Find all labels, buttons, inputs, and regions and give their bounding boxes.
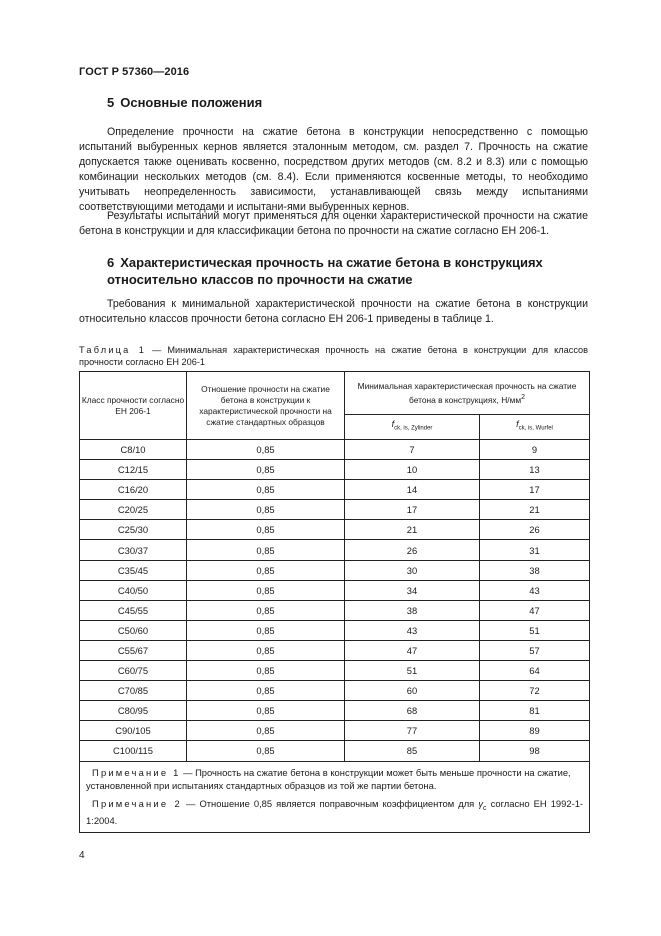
table-row — [80, 560, 590, 580]
cell-ratio: 0,85 — [187, 620, 345, 640]
table-caption-text: — Минимальная характеристическая прочность на сжатие бетона в конструкции для классов прочности согласно ЕН 206-1 — [79, 345, 589, 367]
cell-cylinder-strength: 7 — [345, 440, 480, 460]
table-row — [80, 661, 590, 681]
cell-cylinder-strength: 21 — [345, 520, 480, 540]
cell-strength-class: C30/37 — [80, 540, 187, 560]
header-ratio: Отношение прочности на сжатие бетона в конструкции к характеристической прочности на сжатие стандартных образцов — [187, 372, 345, 440]
cell-cylinder-strength: 30 — [345, 560, 480, 580]
cell-strength-class: C60/75 — [80, 661, 187, 681]
table-notes — [80, 761, 590, 833]
header-cube — [480, 415, 590, 440]
cell-strength-class: C20/25 — [80, 500, 187, 520]
cell-strength-class: C25/30 — [80, 520, 187, 540]
header-min-strength-sup: 2 — [521, 393, 525, 401]
cell-strength-class: C90/105 — [80, 721, 187, 741]
table-row — [80, 500, 590, 520]
cell-strength-class: C45/55 — [80, 600, 187, 620]
table-row — [80, 681, 590, 701]
cell-ratio: 0,85 — [187, 661, 345, 681]
cell-ratio: 0,85 — [187, 721, 345, 741]
cell-ratio: 0,85 — [187, 580, 345, 600]
note-2-label: Примечание 2 — [92, 797, 182, 809]
header-strength-class: Класс прочности согласно ЕН 206-1 — [80, 372, 187, 440]
cell-strength-class: C12/15 — [80, 460, 187, 480]
cell-ratio: 0,85 — [187, 701, 345, 721]
section-5-number: 5 — [107, 95, 115, 110]
cell-cylinder-strength: 68 — [345, 701, 480, 721]
cell-cylinder-strength: 34 — [345, 580, 480, 600]
cell-ratio: 0,85 — [187, 640, 345, 660]
cell-cube-strength: 89 — [480, 721, 590, 741]
cell-strength-class: C35/45 — [80, 560, 187, 580]
table-row — [80, 600, 590, 620]
cell-cube-strength: 17 — [480, 480, 590, 500]
cell-ratio: 0,85 — [187, 681, 345, 701]
gamma-subscript: c — [483, 804, 487, 812]
section-6-paragraph: Требования к минимальной характеристической прочности на сжатие бетона в конструкции относительно классов прочности бетона согласно ЕН 206-1 приведены в таблице 1. — [79, 298, 588, 325]
table-row — [80, 640, 590, 660]
cell-cylinder-strength: 14 — [345, 480, 480, 500]
note-2-text-after: согласно ЕН 1992-1-1:2004. — [86, 797, 584, 827]
table-row — [80, 440, 590, 460]
cell-strength-class: C55/67 — [80, 640, 187, 660]
cell-cylinder-strength: 38 — [345, 600, 480, 620]
cell-cylinder-strength: 10 — [345, 460, 480, 480]
section-6-number: 6 — [107, 255, 115, 270]
section-6-title: Характеристическая прочность на сжатие бетона в конструкциях относительно классов по прочности на сжатие — [107, 255, 543, 287]
table-row — [80, 701, 590, 721]
table-row — [80, 580, 590, 600]
header-min-strength-text: Минимальная характеристическая прочность на сжатие бетона в конструкциях, Н/мм — [357, 380, 577, 405]
cell-ratio: 0,85 — [187, 480, 345, 500]
cell-cylinder-strength: 47 — [345, 640, 480, 660]
cell-ratio: 0,85 — [187, 440, 345, 460]
cell-strength-class: C70/85 — [80, 681, 187, 701]
cell-strength-class: C100/115 — [80, 741, 187, 761]
cell-cube-strength: 47 — [480, 600, 590, 620]
cell-ratio: 0,85 — [187, 460, 345, 480]
cell-cube-strength: 38 — [480, 560, 590, 580]
cell-strength-class: C40/50 — [80, 580, 187, 600]
cell-cube-strength: 21 — [480, 500, 590, 520]
cell-cube-strength: 51 — [480, 620, 590, 640]
cell-cube-strength: 57 — [480, 640, 590, 660]
note-1-text: — Прочность на сжатие бетона в конструкции может быть меньше прочности на сжатие, установленной при испытаниях стандартных образцов из той же партии бетона. — [86, 766, 571, 791]
header-cylinder-sub: ck, is, Zylinder — [394, 425, 433, 432]
cell-cube-strength: 26 — [480, 520, 590, 540]
table-row — [80, 721, 590, 741]
note-2 — [86, 797, 583, 828]
section-5-heading — [107, 94, 262, 111]
header-cylinder — [345, 415, 480, 440]
strength-table — [79, 371, 590, 833]
section-5-title: Основные положения — [120, 95, 263, 110]
cell-ratio: 0,85 — [187, 540, 345, 560]
note-2-text-before: — Отношение 0,85 является поправочным коэффициентом для — [181, 797, 479, 809]
cell-cylinder-strength: 85 — [345, 741, 480, 761]
table-row — [80, 460, 590, 480]
cell-cylinder-strength: 51 — [345, 661, 480, 681]
cell-ratio: 0,85 — [187, 520, 345, 540]
cell-strength-class: C8/10 — [80, 440, 187, 460]
cell-cube-strength: 81 — [480, 701, 590, 721]
table-caption-label: Таблица 1 — [79, 345, 147, 355]
table-caption — [79, 344, 588, 368]
cell-strength-class: C50/60 — [80, 620, 187, 640]
cell-cylinder-strength: 43 — [345, 620, 480, 640]
gamma-symbol: γ — [478, 797, 484, 809]
cell-cube-strength: 31 — [480, 540, 590, 560]
document-code: ГОСТ Р 57360—2016 — [79, 66, 190, 78]
table-row — [80, 480, 590, 500]
header-min-strength — [345, 372, 590, 415]
section-6-heading — [107, 254, 577, 288]
note-1 — [86, 766, 583, 792]
cell-cube-strength: 13 — [480, 460, 590, 480]
cell-ratio: 0,85 — [187, 600, 345, 620]
cell-cube-strength: 98 — [480, 741, 590, 761]
note-1-label: Примечание 1 — [92, 766, 181, 778]
cell-strength-class: C16/20 — [80, 480, 187, 500]
cell-cylinder-strength: 17 — [345, 500, 480, 520]
section-5-paragraph-1: Определение прочности на сжатие бетона в конструкции непосредственно с помощью испытаний выбуренных кернов является эталонным методом, см. раздел 7. Прочность на сжатие допускается также оценивать косвенно, посредством других методов (см. 8.2 и 8.3) или с помощью комбинации нескольких методов (см. 8.4). Если применяются косвенные методы, то необходимо учитывать неопределенность зависимости, устанавливающей связь между испытаниями соответствующими методами и испытани-ями выбуренных кернов. — [79, 126, 588, 213]
cell-cylinder-strength: 60 — [345, 681, 480, 701]
cell-ratio: 0,85 — [187, 500, 345, 520]
cell-ratio: 0,85 — [187, 741, 345, 761]
page-number: 4 — [79, 850, 85, 861]
cell-strength-class: C80/95 — [80, 701, 187, 721]
cell-ratio: 0,85 — [187, 560, 345, 580]
header-cube-symbol: f — [516, 419, 519, 430]
cell-cube-strength: 72 — [480, 681, 590, 701]
cell-cylinder-strength: 77 — [345, 721, 480, 741]
cell-cube-strength: 9 — [480, 440, 590, 460]
table-row — [80, 520, 590, 540]
table-row — [80, 741, 590, 761]
cell-cube-strength: 43 — [480, 580, 590, 600]
cell-cylinder-strength: 26 — [345, 540, 480, 560]
cell-cube-strength: 64 — [480, 661, 590, 681]
header-cylinder-symbol: f — [391, 419, 395, 430]
table-body — [80, 440, 590, 762]
table-row — [80, 620, 590, 640]
section-5-paragraph-2: Результаты испытаний могут применяться для оценки характеристической прочности на сжатие бетона в конструкции и для классификации бетона по прочности на сжатие согласно ЕН 206-1. — [79, 210, 588, 237]
table-row — [80, 540, 590, 560]
header-cube-sub: ck, is, Wurfel — [518, 425, 553, 432]
